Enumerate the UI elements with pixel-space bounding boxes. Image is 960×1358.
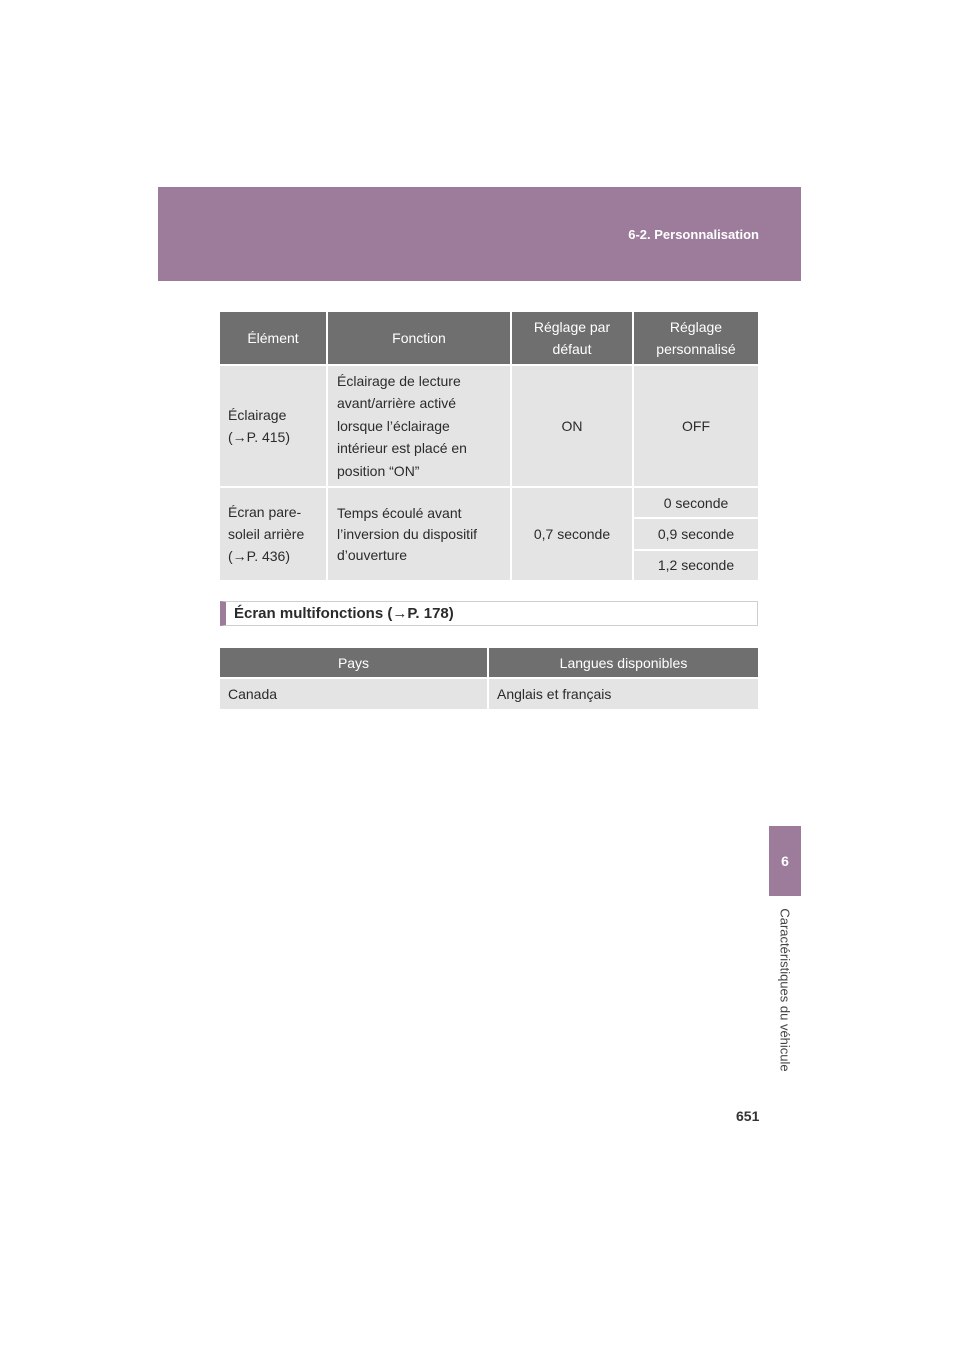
cell-element-text: Éclairage (→P. 415): [228, 407, 290, 445]
cell-element: [220, 366, 328, 486]
table-header: [220, 648, 758, 677]
custom-option: 1,2 seconde: [634, 551, 758, 580]
section-heading: [220, 601, 758, 626]
cell-default: ON: [512, 366, 634, 486]
section-heading-text: Écran multifonctions (→P. 178): [234, 605, 454, 622]
cell-function: [328, 366, 512, 486]
cell-country: Canada: [220, 679, 489, 709]
header-cell-custom-text: Réglage personnalisé: [656, 319, 736, 357]
header-band: [158, 187, 801, 281]
customization-table: [220, 312, 758, 580]
header-cell-element: Élément: [220, 312, 328, 364]
header-cell-function: Fonction: [328, 312, 512, 364]
chapter-tab: [769, 826, 801, 896]
cell-languages: Anglais et français: [497, 686, 612, 702]
cell-element-text: Écran pare- soleil arrière (→P. 436): [228, 504, 305, 564]
cell-function: [328, 488, 512, 580]
header-cell-default-text: Réglage par défaut: [533, 319, 611, 357]
header-cell-country: Pays: [220, 648, 489, 677]
section-label: 6-2. Personnalisation: [628, 227, 759, 242]
page-number: 651: [736, 1108, 760, 1124]
cell-element: [220, 488, 328, 580]
cell-default: 0,7 seconde: [512, 488, 634, 580]
cell-custom-options: [634, 488, 758, 580]
language-table: [220, 648, 758, 709]
cell-custom: OFF: [682, 418, 710, 434]
custom-option: 0 seconde: [634, 488, 758, 519]
header-cell-custom: [634, 312, 758, 364]
table-row: [220, 677, 758, 709]
chapter-title: Caractéristiques du véhicule: [777, 908, 793, 1072]
header-cell-languages: Langues disponibles: [559, 654, 688, 671]
table-header: [220, 312, 758, 364]
cell-function-text: Éclairage de lecture avant/arrière activé lorsque l’éclairage intérieur est placé en position “ON”: [337, 372, 467, 479]
chapter-tab-number: 6: [781, 853, 789, 869]
table-row: [220, 486, 758, 580]
header-cell-default: [512, 312, 634, 364]
custom-option: 0,9 seconde: [634, 519, 758, 550]
table-row: [220, 364, 758, 486]
cell-function-text: Temps écoulé avant l’inversion du dispositif d’ouverture: [337, 504, 478, 563]
